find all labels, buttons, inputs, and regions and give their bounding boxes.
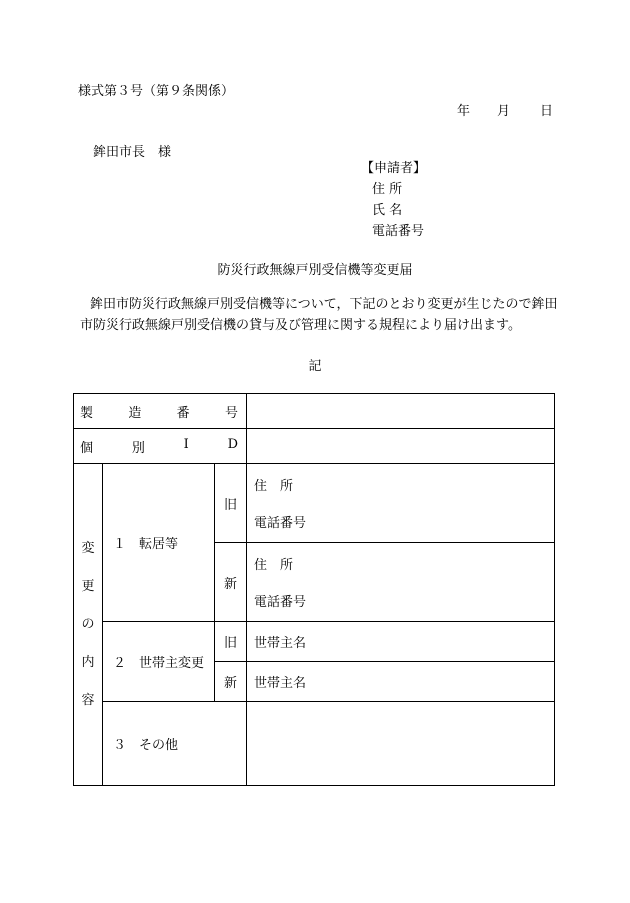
id-char: 個 xyxy=(80,440,94,456)
old-label: 旧 xyxy=(215,622,247,662)
change-char: 変 xyxy=(81,540,95,556)
individual-id-field[interactable] xyxy=(247,429,555,464)
date-line xyxy=(457,100,553,119)
applicant-phone-label: 電話番号 xyxy=(372,224,425,239)
new-address-field[interactable] xyxy=(247,543,555,622)
serial-number-row xyxy=(74,394,555,429)
serial-number-label xyxy=(74,394,247,429)
change-form-table xyxy=(73,393,555,786)
body-line-2: 市防災行政無線戸別受信機の貸与及び管理に関する規程により届け出ます。 xyxy=(80,318,521,333)
address-label: 住 所 xyxy=(254,558,294,573)
change-content-label xyxy=(74,464,103,786)
id-char: 別 xyxy=(131,440,145,456)
item-other: ３ その他 xyxy=(103,702,247,786)
id-char: D xyxy=(227,436,238,452)
serial-char: 番 xyxy=(176,405,190,421)
applicant-address-label: 住 所 xyxy=(372,182,403,197)
serial-char: 号 xyxy=(224,405,238,421)
form-number: 様式第３号（第９条関係） xyxy=(78,84,235,99)
address-label: 住 所 xyxy=(254,479,294,494)
householder-label: 世帯主名 xyxy=(254,676,307,691)
body-line-1: 鉾田市防災行政無線戸別受信機等について，下記のとおり変更が生じたので鉾田 xyxy=(90,297,558,312)
old-address-field[interactable] xyxy=(247,464,555,543)
householder-label: 世帯主名 xyxy=(254,636,307,651)
change-char: 容 xyxy=(81,692,95,708)
individual-id-label xyxy=(74,429,247,464)
ki-heading: 記 xyxy=(308,359,322,374)
item-relocation: １ 転居等 xyxy=(103,464,215,622)
new-label: 新 xyxy=(215,662,247,702)
addressee: 鉾田市長 様 xyxy=(93,145,172,160)
other-field[interactable] xyxy=(247,702,555,786)
change-char: の xyxy=(81,616,95,632)
applicant-name-label: 氏 名 xyxy=(372,203,403,218)
applicant-block xyxy=(361,158,426,242)
serial-number-field[interactable] xyxy=(247,394,555,429)
year-label: 年 xyxy=(457,104,471,119)
day-label: 日 xyxy=(540,104,554,119)
id-char: I xyxy=(183,436,189,452)
old-householder-field[interactable] xyxy=(247,622,555,662)
phone-label: 電話番号 xyxy=(254,516,307,531)
month-label: 月 xyxy=(497,104,511,119)
body-text xyxy=(80,294,580,336)
change-char: 更 xyxy=(81,578,95,594)
change-char: 内 xyxy=(81,654,95,670)
new-label: 新 xyxy=(215,543,247,622)
new-householder-field[interactable] xyxy=(247,662,555,702)
serial-char: 造 xyxy=(128,405,142,421)
old-label: 旧 xyxy=(215,464,247,543)
phone-label: 電話番号 xyxy=(254,595,307,610)
applicant-heading: 【申請者】 xyxy=(361,161,427,176)
individual-id-row xyxy=(74,429,555,464)
document-title: 防災行政無線戸別受信機等変更届 xyxy=(217,263,413,278)
serial-char: 製 xyxy=(80,405,94,421)
item-householder-change: ２ 世帯主変更 xyxy=(103,622,215,702)
